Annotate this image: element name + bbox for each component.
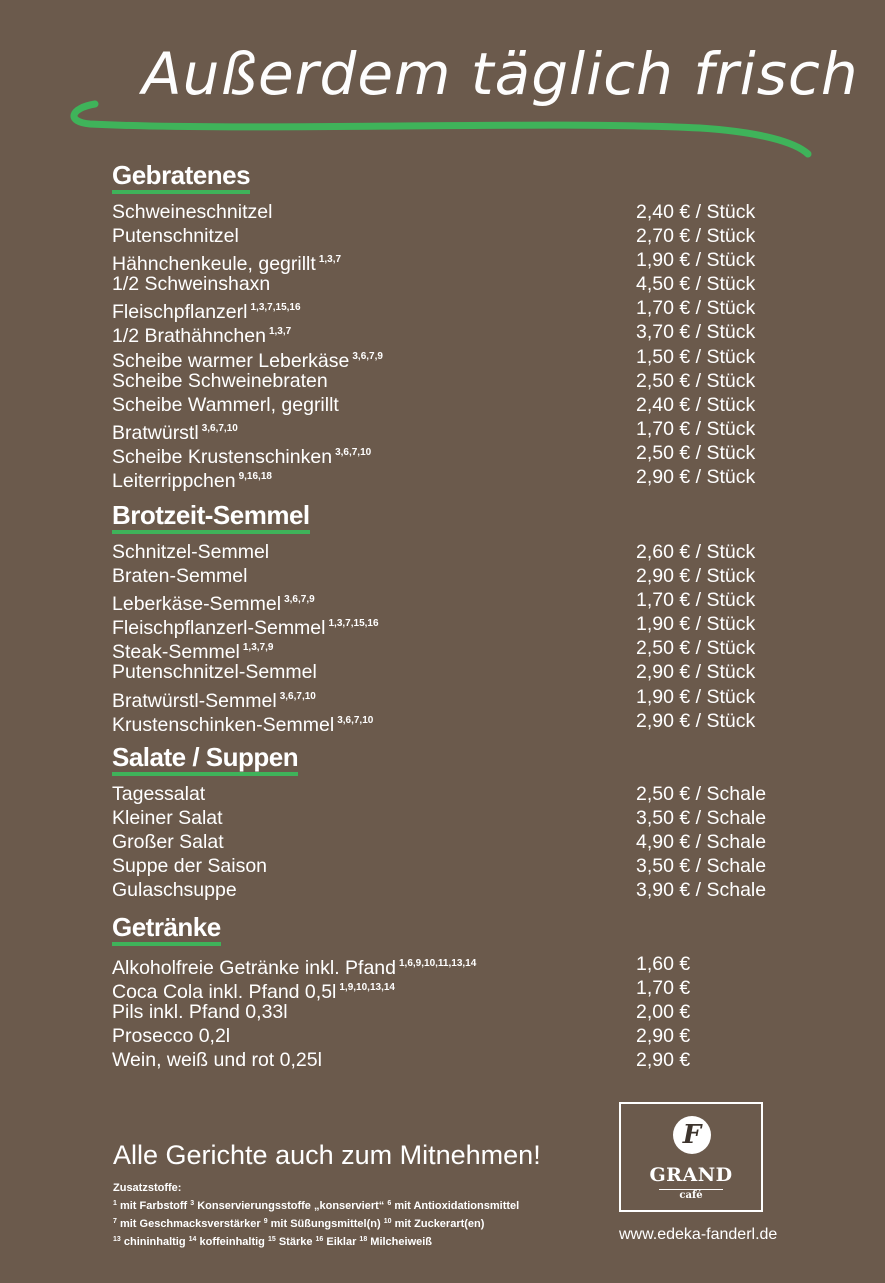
- item-price: 2,90 €: [636, 1025, 691, 1048]
- logo-name: GRAND: [649, 1164, 733, 1186]
- additive-text: Milcheiweiß: [370, 1236, 433, 1248]
- menu-item: [112, 369, 792, 393]
- item-price: 2,50 € / Stück: [636, 637, 756, 660]
- item-name-text: Prosecco 0,2l: [112, 1025, 231, 1048]
- additives-title: Zusatzstoffe:: [113, 1182, 182, 1194]
- menu-list: [112, 952, 792, 1072]
- item-price: 2,90 € / Stück: [636, 661, 756, 684]
- item-price: 2,40 € / Stück: [636, 201, 756, 223]
- item-price: 3,50 € / Schale: [636, 807, 767, 830]
- additive-number: 1: [113, 1200, 117, 1207]
- item-name: [112, 393, 339, 417]
- item-name-text: 1/2 Schweinshaxn: [112, 273, 271, 296]
- item-price: 2,50 € / Stück: [636, 369, 756, 392]
- item-name: [112, 272, 270, 296]
- menu-item: [112, 564, 792, 588]
- item-name: [112, 564, 247, 588]
- item-name-text: Krustenschinken-Semmel: [112, 713, 335, 736]
- additive-number: 16: [315, 1236, 324, 1243]
- item-name-text: Braten-Semmel: [112, 565, 248, 588]
- item-name: [112, 224, 239, 248]
- item-name: [112, 1024, 230, 1048]
- additives-line: [113, 1232, 519, 1250]
- item-price: 2,00 €: [636, 1001, 691, 1024]
- item-name-text: Pils inkl. Pfand 0,33l: [112, 1001, 288, 1024]
- additive-codes: 1,9,10,13,14: [339, 982, 395, 994]
- menu-item: [112, 441, 792, 468]
- item-price: 2,40 € / Stück: [636, 393, 756, 416]
- additive-number: 7: [113, 1218, 117, 1225]
- section-heading: Salate / Suppen: [112, 742, 298, 776]
- item-price: 3,70 € / Stück: [636, 321, 756, 344]
- item-name-text: Tagessalat: [112, 783, 206, 805]
- additive-text: mit Geschmacksverstärker: [119, 1218, 261, 1230]
- menu-item: [112, 806, 792, 830]
- item-name-text: 1/2 Brathähnchen: [112, 325, 266, 348]
- item-price: 2,50 € / Schale: [636, 783, 767, 805]
- additive-codes: 3,6,7,9: [284, 594, 315, 606]
- menu-item: [112, 417, 792, 444]
- item-name-text: Steak-Semmel: [112, 641, 240, 664]
- item-price: 1,70 €: [636, 977, 691, 1000]
- item-name-text: Coca Cola inkl. Pfand 0,5l: [112, 981, 337, 1004]
- menu-item: [112, 1048, 792, 1072]
- menu-item: [112, 976, 792, 1004]
- item-price: 1,60 €: [636, 953, 691, 975]
- additive-text: mit Zuckerart(en): [394, 1218, 485, 1230]
- item-name: [112, 878, 237, 902]
- menu-section: [112, 742, 792, 902]
- item-name-text: Alkoholfreie Getränke inkl. Pfand: [112, 957, 396, 979]
- item-name: [112, 806, 223, 830]
- additives-legend: [113, 1180, 519, 1250]
- item-price: 2,60 € / Stück: [636, 541, 756, 563]
- menu-item: [112, 540, 792, 564]
- additive-text: mit Süßungsmittel(n): [270, 1218, 381, 1230]
- item-price: 2,90 € / Stück: [636, 565, 756, 588]
- menu-list: [112, 540, 792, 736]
- additive-text: Konservierungsstoffe „konserviert“: [197, 1200, 385, 1212]
- section-heading: Gebratenes: [112, 160, 250, 194]
- additive-codes: 3,6,7,10: [279, 690, 316, 702]
- menu-item: [112, 709, 792, 736]
- menu-item: [112, 636, 792, 664]
- item-price: 3,90 € / Schale: [636, 879, 767, 902]
- grand-cafe-logo: [619, 1102, 763, 1212]
- menu-item: [112, 1000, 792, 1024]
- additive-number: 18: [359, 1236, 368, 1243]
- menu-item: [112, 296, 792, 324]
- menu-item: [112, 465, 792, 493]
- header: [0, 0, 885, 170]
- item-name-text: Scheibe Schweinebraten: [112, 369, 328, 392]
- menu-item: [112, 878, 792, 902]
- item-name: [112, 200, 272, 224]
- menu-item: [112, 345, 792, 372]
- menu-item: [112, 830, 792, 854]
- item-name: [112, 1000, 288, 1024]
- menu-item: [112, 588, 792, 616]
- additives-line: [113, 1214, 519, 1232]
- additive-codes: 9,16,18: [238, 471, 272, 483]
- additive-text: mit Farbstoff: [119, 1200, 188, 1212]
- item-name-text: Putenschnitzel-Semmel: [112, 661, 317, 684]
- page-title: Außerdem täglich frisch: [142, 40, 859, 108]
- item-price: 1,70 € / Stück: [636, 297, 756, 320]
- menu-section: [112, 912, 792, 1072]
- item-price: 2,90 € / Stück: [636, 466, 756, 489]
- item-name: [112, 1048, 322, 1072]
- additive-number: 15: [267, 1236, 276, 1243]
- item-name: [112, 369, 328, 393]
- item-price: 4,90 € / Schale: [636, 831, 767, 854]
- menu-item: [112, 200, 792, 224]
- item-name-text: Bratwürstl: [112, 421, 199, 444]
- item-name: [112, 709, 373, 737]
- additive-text: chininhaltig: [123, 1236, 186, 1248]
- additive-codes: 1,3,7,9: [242, 642, 274, 654]
- item-name: [112, 540, 269, 564]
- menu-item: [112, 1024, 792, 1048]
- menu-item: [112, 320, 792, 348]
- section-heading: Getränke: [112, 912, 221, 946]
- item-name: [112, 782, 205, 806]
- item-price: 2,70 € / Stück: [636, 225, 756, 248]
- item-price: 1,70 € / Stück: [636, 417, 756, 440]
- item-price: 4,50 € / Stück: [636, 273, 756, 296]
- item-name-text: Scheibe Wammerl, gegrillt: [112, 393, 339, 416]
- additive-number: 10: [383, 1218, 392, 1225]
- item-name-text: Hähnchenkeule, gegrillt: [112, 253, 316, 276]
- additives-line: [113, 1196, 519, 1214]
- additive-number: 14: [188, 1236, 197, 1243]
- item-name-text: Scheibe Krustenschinken: [112, 445, 333, 468]
- item-name-text: Suppe der Saison: [112, 855, 268, 878]
- item-price: 1,70 € / Stück: [636, 589, 756, 612]
- item-name-text: Schweineschnitzel: [112, 201, 273, 223]
- item-name-text: Wein, weiß und rot 0,25l: [112, 1049, 322, 1072]
- additive-codes: 3,6,7,10: [335, 446, 372, 458]
- menu-list: [112, 782, 792, 902]
- additive-text: Eiklar: [326, 1236, 357, 1248]
- item-name-text: Leiterrippchen: [112, 470, 236, 493]
- item-name-text: Großer Salat: [112, 831, 224, 854]
- additive-codes: 1,3,7,15,16: [250, 302, 301, 314]
- takeaway-note: Alle Gerichte auch zum Mitnehmen!: [113, 1140, 541, 1170]
- item-name-text: Schnitzel-Semmel: [112, 541, 270, 563]
- additive-number: 6: [387, 1200, 392, 1207]
- menu-item: [112, 393, 792, 417]
- item-name-text: Gulaschsuppe: [112, 879, 237, 902]
- additive-number: 13: [113, 1236, 121, 1243]
- additive-codes: 1,3,7,15,16: [328, 618, 379, 630]
- item-name: [112, 465, 272, 493]
- menu-item: [112, 685, 792, 712]
- item-price: 3,50 € / Schale: [636, 855, 767, 878]
- menu-item: [112, 612, 792, 640]
- item-price: 1,90 € / Stück: [636, 613, 756, 636]
- additive-number: 9: [263, 1218, 268, 1225]
- item-price: 2,50 € / Stück: [636, 441, 756, 464]
- menu-item: [112, 224, 792, 248]
- item-name: [112, 660, 317, 684]
- item-price: 1,90 € / Stück: [636, 249, 756, 272]
- menu-item: [112, 952, 792, 979]
- item-name-text: Kleiner Salat: [112, 807, 223, 830]
- item-name-text: Leberkäse-Semmel: [112, 593, 282, 616]
- additive-codes: 3,6,7,10: [201, 422, 238, 434]
- item-price: 1,90 € / Stück: [636, 685, 756, 708]
- menu-item: [112, 660, 792, 684]
- menu-item: [112, 782, 792, 806]
- additive-codes: 1,6,9,10,11,13,14: [399, 958, 477, 969]
- additive-codes: 1,3,7: [318, 254, 342, 266]
- menu-item: [112, 854, 792, 878]
- item-name: [112, 830, 224, 854]
- menu-list: [112, 200, 792, 493]
- item-name-text: Fleischpflanzerl: [112, 301, 248, 324]
- menu-item: [112, 248, 792, 276]
- item-name-text: Putenschnitzel: [112, 225, 239, 248]
- additive-text: mit Antioxidationsmittel: [394, 1200, 520, 1212]
- menu-section: [112, 500, 792, 736]
- item-name: [112, 854, 267, 878]
- logo-subtitle: café: [679, 1190, 703, 1201]
- additive-codes: 1,3,7: [268, 326, 292, 338]
- menu-section: [112, 160, 792, 493]
- item-name-text: Bratwürstl-Semmel: [112, 689, 277, 712]
- additive-text: Stärke: [278, 1236, 313, 1248]
- item-price: 2,90 €: [636, 1049, 691, 1072]
- website-url: www.edeka-fanderl.de: [619, 1226, 778, 1243]
- item-name-text: Scheibe warmer Leberkäse: [112, 349, 350, 372]
- section-heading: Brotzeit-Semmel: [112, 500, 310, 534]
- additive-codes: 3,6,7,9: [352, 350, 383, 362]
- additive-codes: 3,6,7,10: [337, 714, 374, 726]
- additive-number: 3: [190, 1200, 195, 1207]
- item-price: 1,50 € / Stück: [636, 345, 756, 368]
- logo-f-icon: F: [673, 1116, 711, 1154]
- item-price: 2,90 € / Stück: [636, 709, 756, 732]
- menu-item: [112, 272, 792, 296]
- item-name-text: Fleischpflanzerl-Semmel: [112, 617, 326, 640]
- additive-text: koffeinhaltig: [199, 1236, 265, 1248]
